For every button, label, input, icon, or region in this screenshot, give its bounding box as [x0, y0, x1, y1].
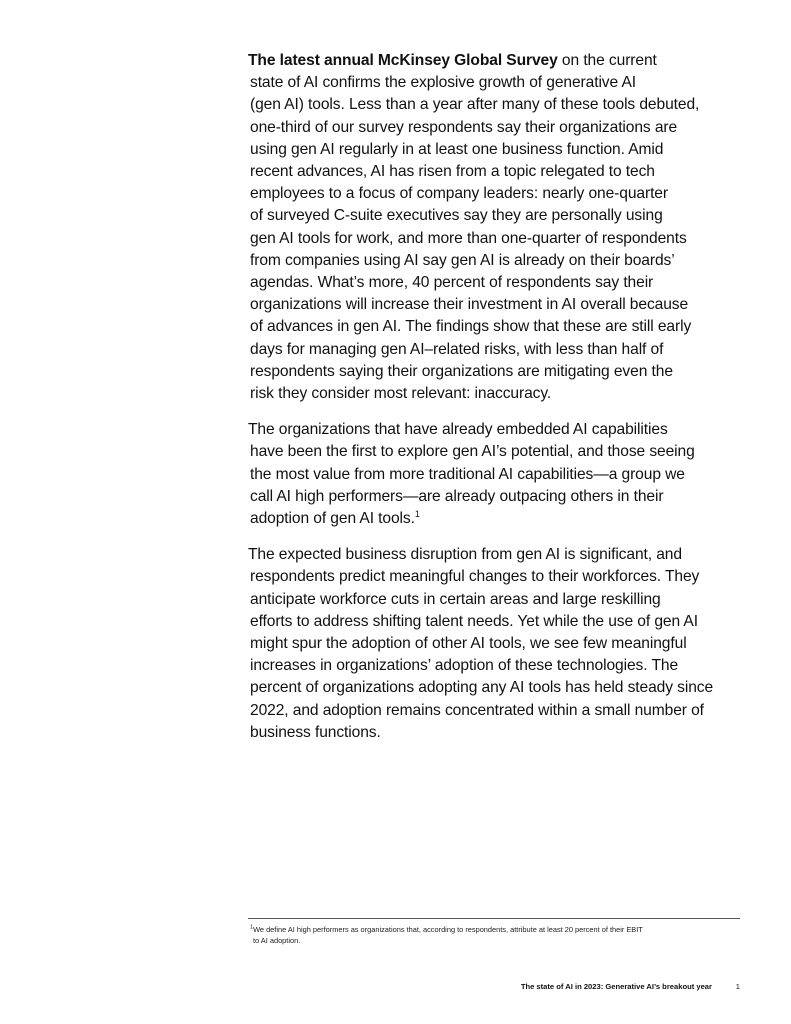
text-line: The organizations that have already embedded AI capabilities: [248, 421, 668, 439]
text-line: might spur the adoption of other AI tools, we see few meaningful: [250, 635, 687, 653]
text-line: recent advances, AI has risen from a topic relegated to tech: [250, 163, 655, 181]
text-line: business functions.: [250, 723, 381, 741]
text-line: employees to a focus of company leaders: nearly one-quarter: [250, 185, 668, 203]
text-line: adoption of gen AI tools.: [250, 510, 415, 528]
paragraph-1: [248, 50, 743, 405]
text-line: efforts to address shifting talent needs. Yet while the use of gen AI: [250, 612, 698, 630]
text-line: increases in organizations’ adoption of these technologies. The: [250, 657, 679, 675]
paragraph-3: [248, 544, 743, 744]
footnote-text: We define AI high performers as organizations that, according to respondents, attribute at least 20 percent of their EBIT: [253, 925, 643, 934]
footnote-line-2: to AI adoption.: [253, 936, 301, 945]
text-line: using gen AI regularly in at least one business function. Amid: [250, 140, 664, 158]
text-line: days for managing gen AI–related risks, with less than half of: [250, 340, 664, 358]
text-line: of surveyed C-suite executives say they are personally using: [250, 207, 663, 225]
text-line: anticipate workforce cuts in certain areas and large reskilling: [250, 590, 661, 608]
text-line: gen AI tools for work, and more than one-quarter of respondents: [250, 229, 687, 247]
footnote-marker: 1: [250, 924, 254, 931]
text-line: respondents predict meaningful changes to their workforces. They: [250, 568, 700, 586]
text-line: risk they consider most relevant: inaccuracy.: [250, 385, 552, 403]
text-line: respondents saying their organizations are mitigating even the: [250, 362, 673, 380]
footnote-line-1: [250, 924, 740, 935]
text-line: (gen AI) tools. Less than a year after many of these tools debuted,: [250, 96, 700, 114]
text-line: call AI high performers—are already outpacing others in their: [250, 487, 664, 505]
body-text: [248, 50, 743, 758]
page-number: 1: [735, 982, 740, 991]
text-line: one-third of our survey respondents say their organizations are: [250, 118, 678, 136]
text-line: of advances in gen AI. The findings show that these are still early: [250, 318, 692, 336]
text-line: from companies using AI say gen AI is already on their boards’: [250, 251, 675, 269]
text-line: The expected business disruption from gen AI is significant, and: [248, 546, 682, 564]
text-line: agendas. What’s more, 40 percent of respondents say their: [250, 274, 654, 292]
text-line: the most value from more traditional AI capabilities—a group we: [250, 465, 685, 483]
text-line: percent of organizations adopting any AI tools has held steady since: [250, 679, 714, 697]
text-line: have been the first to explore gen AI’s potential, and those seeing: [250, 443, 695, 461]
text-line: organizations will increase their investment in AI overall because: [250, 296, 689, 314]
footnote: [250, 924, 740, 946]
footnote-divider: [248, 918, 740, 919]
text-line-with-footnote: [248, 508, 743, 530]
paragraph-2: [248, 419, 743, 530]
text-line: 2022, and adoption remains concentrated within a small number of: [250, 701, 704, 719]
text-line: state of AI confirms the explosive growth of generative AI: [250, 74, 636, 92]
lead-in-bold: The latest annual McKinsey Global Survey: [248, 52, 558, 69]
footer-report-title: The state of AI in 2023: Generative AI’s breakout year: [520, 982, 712, 991]
footnote-reference: 1: [414, 508, 420, 519]
paragraph-1-line-1: [248, 50, 743, 72]
lead-in-rest: on the current: [557, 52, 657, 69]
